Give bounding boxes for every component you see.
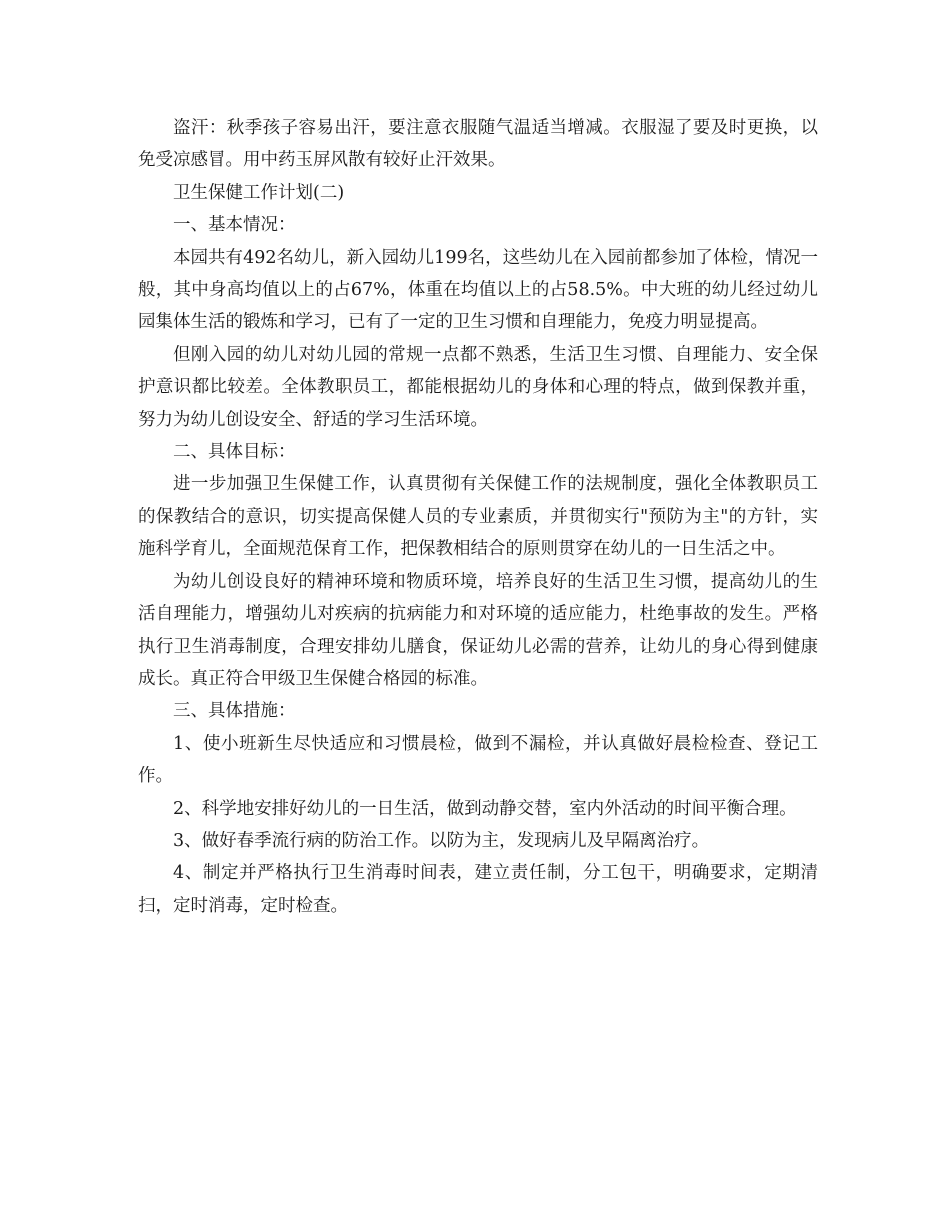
list-item-measure-1: 1、使小班新生尽快适应和习惯晨检，做到不漏检，并认真做好晨检检查、登记工作。 xyxy=(138,733,818,787)
list-item-measure-3: 3、做好春季流行病的防治工作。以防为主，发现病儿及早隔离治疗。 xyxy=(173,830,710,851)
heading-specific-measures: 三、具体措施： xyxy=(173,701,296,722)
list-item-measure-4: 4、制定并严格执行卫生消毒时间表，建立责任制，分工包干，明确要求，定期清扫，定时消毒，定时检查。 xyxy=(138,863,818,916)
paragraph-goals-environment: 为幼儿创设良好的精神环境和物质环境，培养良好的生活卫生习惯，提高幼儿的生活自理能力，增强幼儿对疾病的抗病能力和对环境的适应能力，杜绝事故的发生。严格执行卫生消毒制度，合理安排幼儿膳食，保证幼儿必需的营养，让幼儿的身心得到健康成长。真正符合甲级卫生保健合格园的标准。 xyxy=(138,571,818,689)
heading-specific-goals: 二、具体目标： xyxy=(173,442,296,463)
heading-basic-situation: 一、基本情况： xyxy=(173,215,296,236)
paragraph-goals-strengthen: 进一步加强卫生保健工作，认真贯彻有关保健工作的法规制度，强化全体教职员工的保教结合的意识，切实提高保健人员的专业素质，并贯彻实行"预防为主"的方针，实施科学育儿，全面规范保育工作，把保教相结合的原则贯穿在幼儿的一日生活之中。 xyxy=(138,474,818,560)
section-title-plan-two: 卫生保健工作计划(二) xyxy=(173,182,345,203)
paragraph-new-children: 但刚入园的幼儿对幼儿园的常规一点都不熟悉，生活卫生习惯、自理能力、安全保护意识都比较差。全体教职员工，都能根据幼儿的身体和心理的特点，做到保教并重，努力为幼儿创设安全、舒适的学习生活环境。 xyxy=(138,344,818,430)
document-body xyxy=(138,112,818,922)
paragraph-sweating-care: 盗汗：秋季孩子容易出汗，要注意衣服随气温适当增减。衣服湿了要及时更换，以免受凉感冒。用中药玉屏风散有较好止汗效果。 xyxy=(138,118,818,171)
paragraph-enrollment-stats: 本园共有492名幼儿，新入园幼儿199名，这些幼儿在入园前都参加了体检，情况一般，其中身高均值以上的占67%，体重在均值以上的占58.5%。中大班的幼儿经过幼儿园集体生活的锻炼和学习，已有了一定的卫生习惯和自理能力，免疫力明显提高。 xyxy=(138,247,818,333)
list-item-measure-2: 2、科学地安排好幼儿的一日生活，做到动静交替，室内外活动的时间平衡合理。 xyxy=(173,798,797,819)
